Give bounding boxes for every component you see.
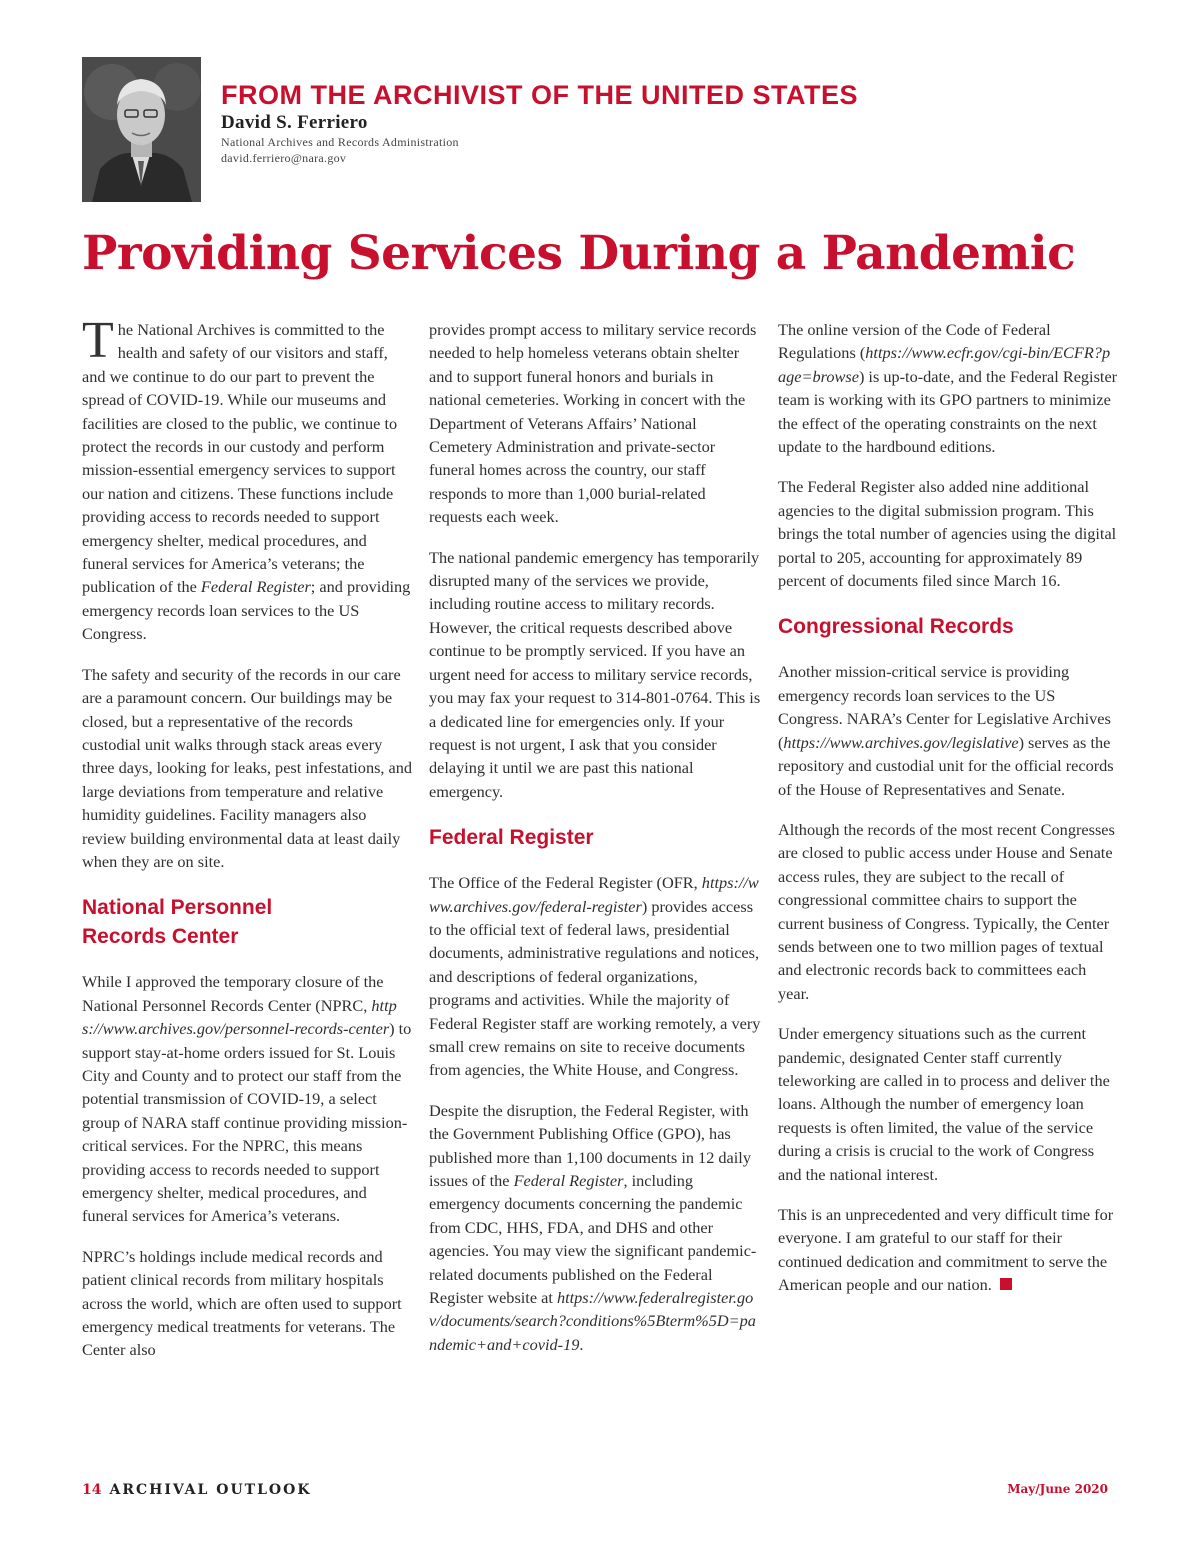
url-link[interactable]: https://www.archives.gov/personnel-records-center bbox=[82, 995, 397, 1039]
text-run: Another mission-critical service is providing emergency records loan services to the US Congress. NARA’s Center for Legislative Archives ( bbox=[778, 662, 1111, 752]
text-run: While I approved the temporary closure of the National Personnel Records Center (NPRC, bbox=[82, 972, 384, 1015]
text-run: . bbox=[579, 1334, 584, 1354]
text-run: The online version of the Code of Federal Regulations ( bbox=[778, 320, 1051, 363]
section-heading-federal-register: Federal Register bbox=[429, 826, 594, 850]
column-3 bbox=[778, 318, 1118, 1314]
article-headline: Providing Services During a Pandemic bbox=[82, 226, 1076, 281]
paragraph: Under emergency situations such as the current pandemic, designated Center staff currently teleworking are called in to process and deliver the loans. Although the number of emergency loan requests is often limited, the value of the service during a crisis is crucial to the work of Congress and the national interest. bbox=[778, 1024, 1110, 1184]
url-link[interactable]: https://www.federalregister.gov/documents/search?conditions%5Bterm%5D=pandemic+and+covid-19 bbox=[429, 1288, 756, 1354]
text-run: , including emergency documents concerning the pandemic from CDC, HHS, FDA, and DHS and other agencies. You may view the significant pandemic-related documents published on the Federal Register website at bbox=[429, 1171, 757, 1308]
paragraph: The Federal Register also added nine additional agencies to the digital submission program. This brings the total number of agencies using the digital portal to 205, accounting for approximately 89 percent of documents filed since March 16. bbox=[778, 477, 1117, 591]
section-kicker: FROM THE ARCHIVIST OF THE UNITED STATES bbox=[221, 80, 858, 110]
author-organization: National Archives and Records Administration bbox=[221, 135, 459, 149]
paragraph bbox=[82, 312, 414, 646]
column-2 bbox=[429, 318, 761, 1373]
author-name: David S. Ferriero bbox=[221, 112, 368, 133]
paragraph bbox=[82, 970, 414, 1227]
text-run: ) provides access to the official text of federal laws, presidential documents, administrative regulations and notices, and descriptions of federal organizations, programs and activities. While the majority of Federal Register staff are working remotely, a very small crew remains on site to receive documents from agencies, the White House, and Congress. bbox=[429, 896, 761, 1080]
end-mark-icon bbox=[1000, 1278, 1012, 1290]
publication-name: ARCHIVAL OUTLOOK bbox=[109, 1482, 312, 1498]
url-link[interactable]: https://www.archives.gov/federal-register bbox=[429, 873, 759, 916]
text-run: he National Archives is committed to the health and safety of our visitors and staff, and we continue to do our part to prevent the spread of COVID-19. While our museums and facilities are closed to the public, we continue to protect the records in our custody and perform mission-essential emergency services to support our nation and citizens. These functions include providing access to records needed to support emergency shelter, medical procedures, and funeral services for America’s veterans; the publication of the bbox=[82, 320, 398, 597]
article-header bbox=[221, 80, 1121, 166]
paragraph: The safety and security of the records in our care are a paramount concern. Our buildings may be closed, but a representative of the records custodial unit walks through stack areas every three days, looking for leaks, pest infestations, and large deviations from temperature and relative humidity guidelines. Facility managers also review building environmental data at least daily when they are on site. bbox=[82, 664, 413, 871]
text-run: ) to support stay-at-home orders issued for St. Louis City and County and to protect our staff from the potential transmission of COVID-19, a select group of NARA staff continue providing mission-critical services. For the NPRC, this means providing access to records needed to support emergency shelter, medical procedures, and funeral services for America’s veterans. bbox=[82, 1019, 412, 1226]
url-link[interactable]: https://www.archives.gov/legislative bbox=[783, 732, 1019, 752]
page-number: 14 bbox=[82, 1482, 102, 1498]
paragraph: provides prompt access to military service records needed to help homeless veterans obtain shelter and to support funeral honors and burials in national cemeteries. Working in concert with the Department of Veterans Affairs’ National Cemetery Administration and private-sector funeral homes across the country, our staff responds to more than 1,000 burial-related requests each week. bbox=[429, 320, 757, 527]
heading-line: National Personnel bbox=[82, 896, 273, 920]
paragraph: NPRC’s holdings include medical records and patient clinical records from military hospitals across the world, which are often used to support emergency medical treatments for veterans. The Center also bbox=[82, 1246, 402, 1360]
drop-cap: T bbox=[82, 312, 114, 369]
heading-line: Records Center bbox=[82, 925, 239, 949]
footer-left bbox=[82, 1482, 311, 1498]
author-email[interactable]: david.ferriero@nara.gov bbox=[221, 151, 347, 165]
text-run: Despite the disruption, the Federal Register, with the Government Publishing Office (GPO), has published more than 1,100 documents in 12 daily issues of the bbox=[429, 1100, 751, 1190]
section-heading-nprc bbox=[82, 893, 414, 951]
italic-title: Federal Register bbox=[200, 577, 311, 597]
text-run: This is an unprecedented and very difficult time for everyone. I am grateful to our staff for their continued dedication and commitment to serve the American people and our nation. bbox=[778, 1205, 1114, 1295]
italic-title: Federal Register bbox=[513, 1171, 624, 1190]
issue-date: May/June 2020 bbox=[1007, 1482, 1108, 1496]
text-run: The Office of the Federal Register (OFR, bbox=[429, 873, 702, 893]
paragraph: Although the records of the most recent Congresses are closed to public access under House and Senate access rules, they are subject to the recall of congressional committee chairs to support the current business of Congress. Typically, the Center sends between one to two million pages of textual and electronic records back to committees each year. bbox=[778, 819, 1115, 1003]
paragraph bbox=[778, 1203, 1118, 1297]
paragraph bbox=[778, 318, 1118, 458]
text-run: ; and providing emergency records loan services to the US Congress. bbox=[82, 577, 411, 644]
paragraph bbox=[429, 871, 761, 1082]
section-heading-congressional-records: Congressional Records bbox=[778, 615, 1014, 639]
paragraph bbox=[778, 660, 1118, 800]
paragraph: The national pandemic emergency has temporarily disrupted many of the services we provide, including routine access to military records. However, the critical requests described above continue to be promptly serviced. If you have an urgent need for access to military service records, you may fax your request to 314-801-0764. This is a dedicated line for emergencies only. If your request is not urgent, I ask that you consider delaying it until we are past this national emergency. bbox=[429, 547, 761, 801]
text-run: ) is up-to-date, and the Federal Register team is working with its GPO partners to minimize the effect of the operating constraints on the next update to the hardbound editions. bbox=[778, 366, 1118, 457]
text-run: ) serves as the repository and custodial unit for the official records of the House of Representatives and Senate. bbox=[778, 732, 1114, 799]
paragraph bbox=[429, 1099, 761, 1356]
column-1 bbox=[82, 312, 414, 1379]
author-photo bbox=[82, 57, 201, 202]
url-link[interactable]: https://www.ecfr.gov/cgi-bin/ECFR?page=browse bbox=[778, 343, 1111, 386]
